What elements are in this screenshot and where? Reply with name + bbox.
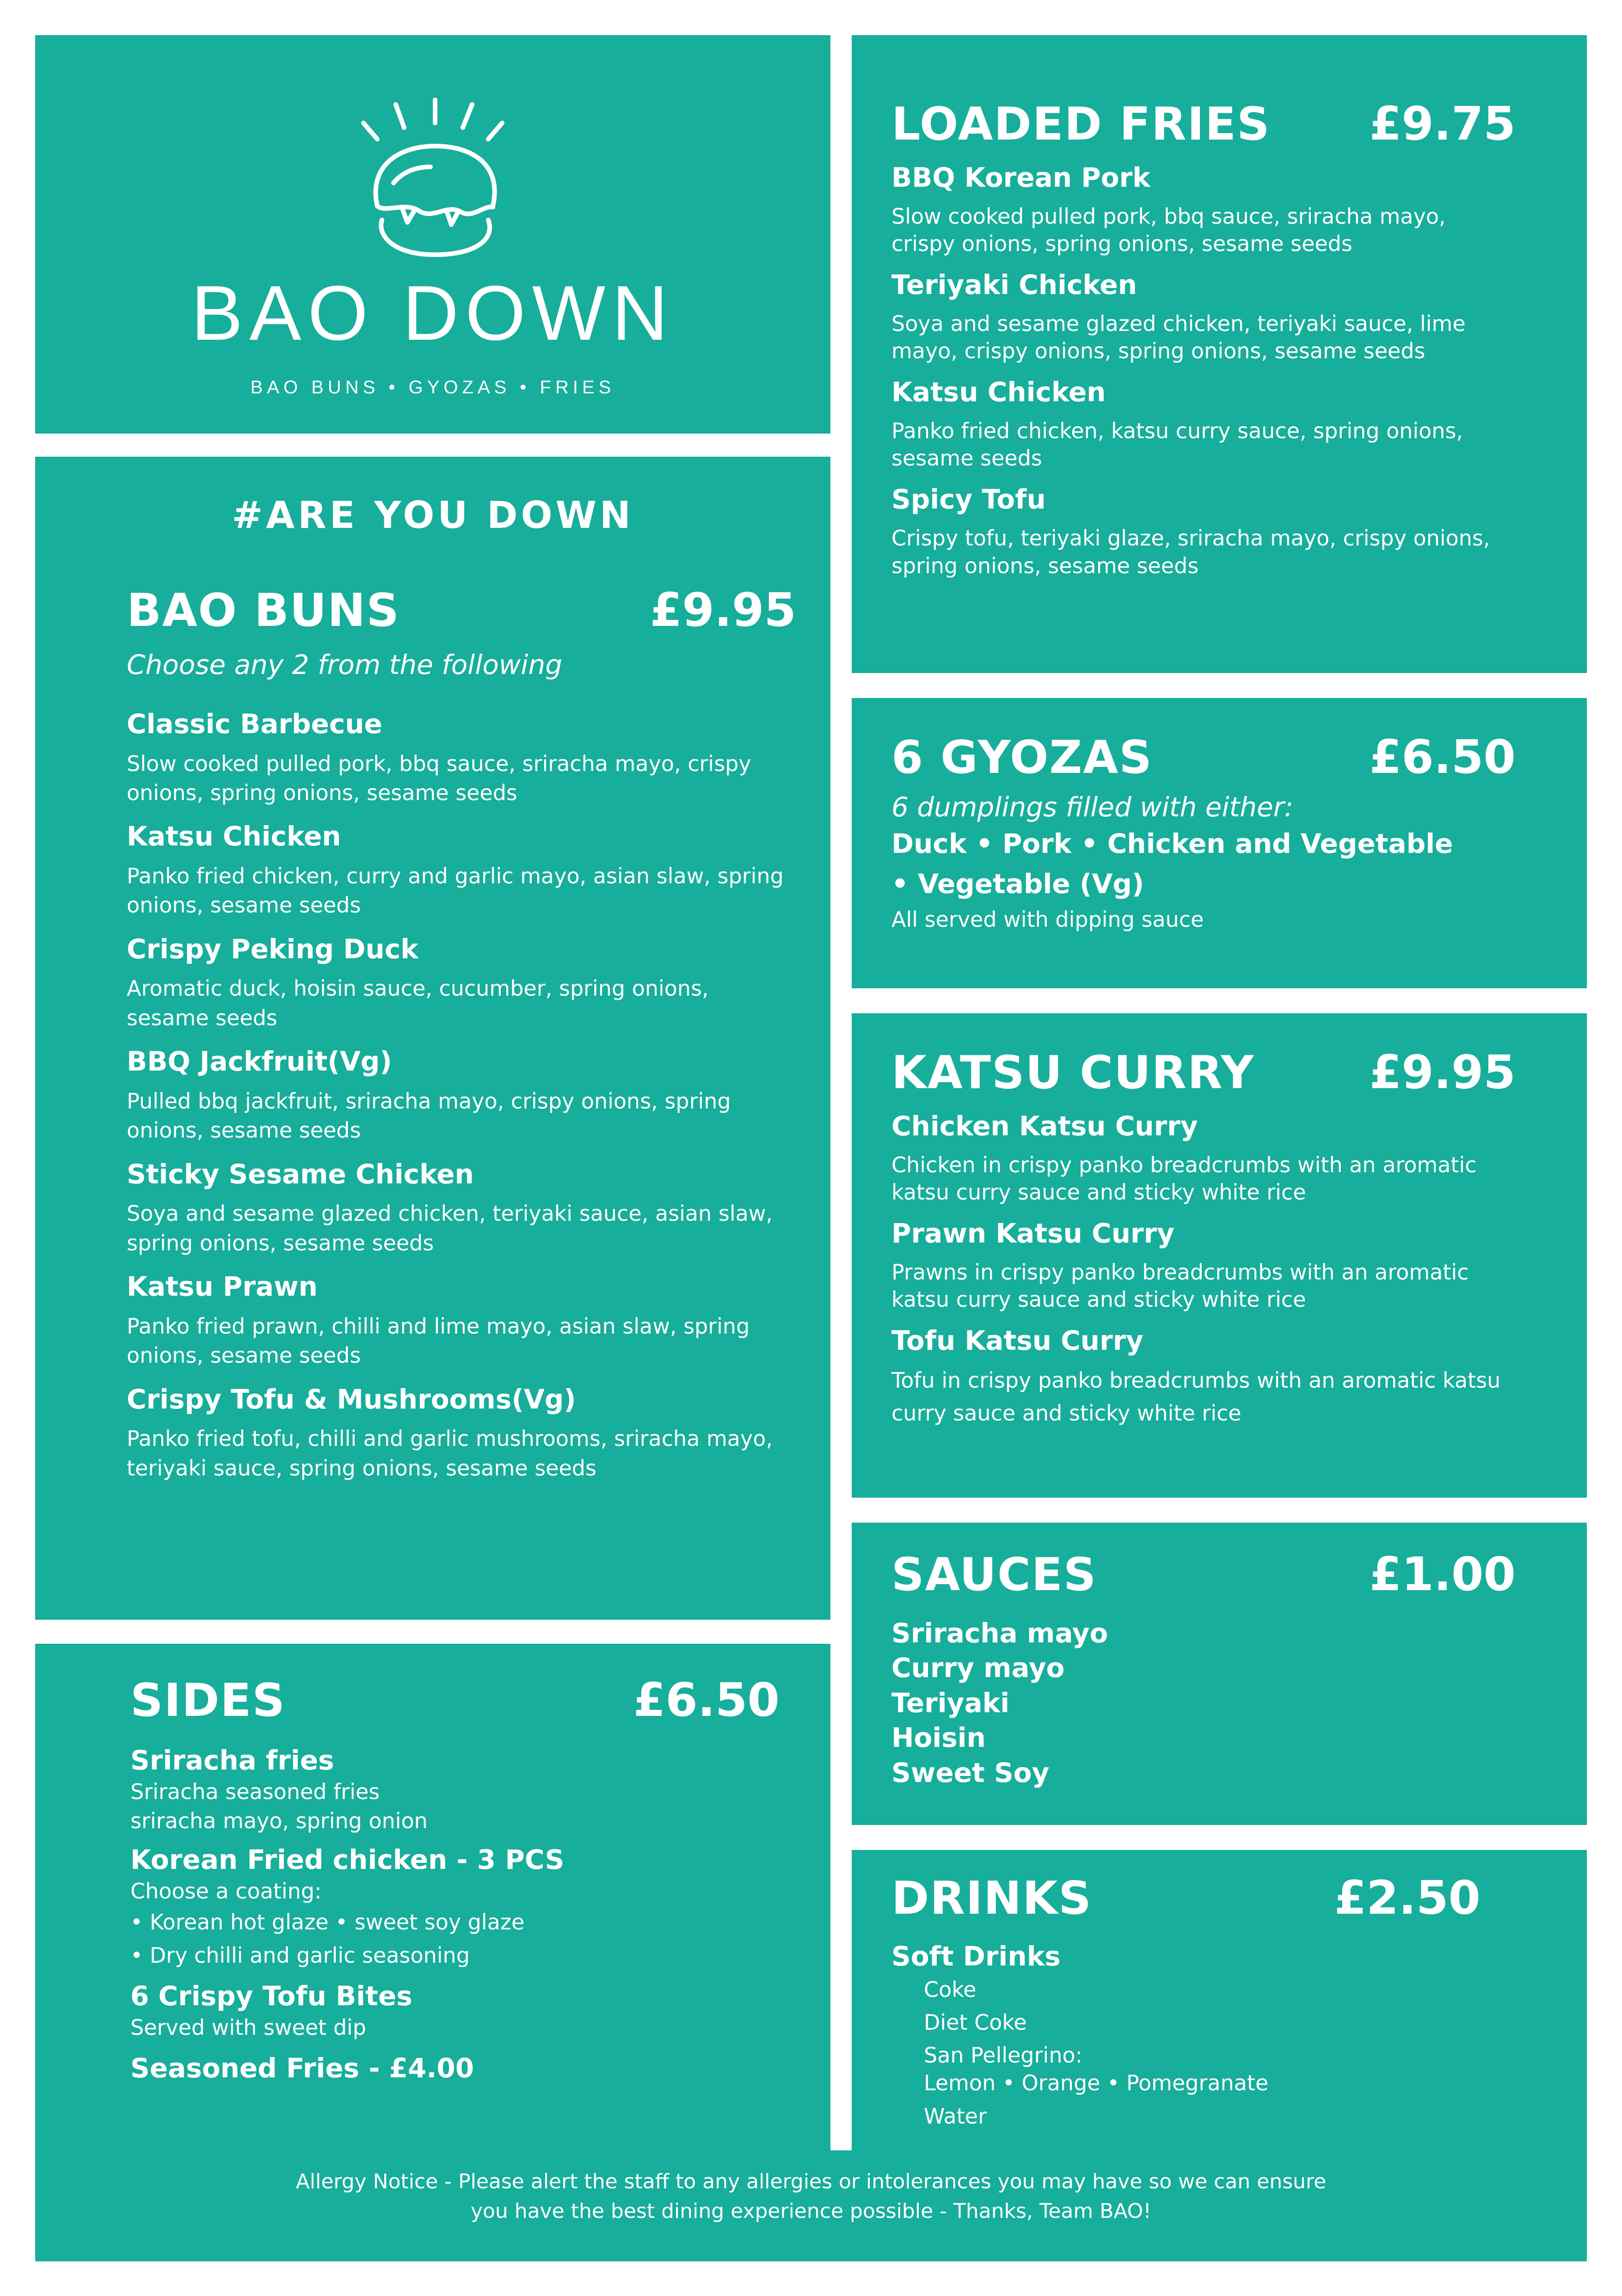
menu-item-desc: Panko fried tofu, chilli and garlic mushrooms, sriracha mayo, teriyaki sauce, spring onions, sesame seeds bbox=[127, 1426, 773, 1481]
section-price: £1.00 bbox=[1369, 1547, 1516, 1601]
menu-item-name: Sticky Sesame Chicken bbox=[127, 1158, 474, 1190]
list-item: Diet Coke bbox=[924, 2009, 1027, 2035]
menu-item bbox=[891, 1109, 1516, 1206]
allergy-notice bbox=[35, 2150, 1587, 2261]
menu-item bbox=[127, 707, 796, 808]
section-price: £6.50 bbox=[1369, 730, 1516, 784]
menu-item-desc: • Korean hot glaze • sweet soy glaze bbox=[130, 1910, 525, 1935]
list-item: Coke bbox=[924, 1977, 977, 2002]
menu-item-name: BBQ Jackfruit(Vg) bbox=[127, 1046, 392, 1078]
sauce-list bbox=[891, 1616, 1516, 1790]
menu-item bbox=[127, 1383, 796, 1483]
list-item: Hoisin bbox=[891, 1722, 986, 1754]
section-price: £6.50 bbox=[633, 1673, 780, 1727]
menu-item-name: Crispy Peking Duck bbox=[127, 933, 418, 965]
bao-buns-panel bbox=[35, 457, 830, 1620]
hashtag: #ARE YOU DOWN bbox=[232, 494, 634, 537]
section-price: £9.75 bbox=[1369, 97, 1516, 151]
menu-item bbox=[127, 932, 796, 1033]
menu-item-desc: Crispy tofu, teriyaki glaze, sriracha mayo, crispy onions, spring onions, sesame seeds bbox=[891, 525, 1490, 578]
gyozas-header bbox=[891, 730, 1516, 784]
drinks-panel bbox=[852, 1850, 1587, 2150]
list-item: Sriracha mayo bbox=[891, 1617, 1108, 1649]
menu-item bbox=[127, 1270, 796, 1370]
brand-panel bbox=[35, 35, 830, 434]
menu-item-name: Crispy Tofu & Mushrooms(Vg) bbox=[127, 1383, 576, 1415]
menu-item-name: 6 Crispy Tofu Bites bbox=[130, 1980, 412, 2012]
menu-item-name: Sriracha fries bbox=[130, 1745, 334, 1776]
menu-item-desc: sriracha mayo, spring onion bbox=[130, 1808, 428, 1833]
katsu-curry-panel bbox=[852, 1013, 1587, 1498]
list-item: Sweet Soy bbox=[891, 1757, 1050, 1788]
menu-item-name: Katsu Chicken bbox=[127, 820, 341, 852]
section-title: BAO BUNS bbox=[127, 584, 400, 637]
sides-header bbox=[130, 1673, 780, 1727]
section-title: SAUCES bbox=[891, 1549, 1097, 1601]
menu-item-name: Chicken Katsu Curry bbox=[891, 1110, 1198, 1142]
drinks-category: Soft Drinks bbox=[891, 1941, 1061, 1972]
allergy-notice-text bbox=[35, 2150, 1587, 2226]
menu-item-name: Spicy Tofu bbox=[891, 484, 1046, 515]
list-item: San Pellegrino: bbox=[924, 2043, 1083, 2068]
menu-item bbox=[127, 1157, 796, 1258]
section-subtitle: Choose any 2 from the following bbox=[127, 649, 563, 680]
menu-item bbox=[130, 1744, 780, 1836]
menu-item-desc: Served with sweet dip bbox=[130, 2014, 366, 2040]
sauces-panel bbox=[852, 1523, 1587, 1825]
menu-item-name: Classic Barbecue bbox=[127, 708, 382, 740]
section-title: SIDES bbox=[130, 1674, 286, 1727]
allergy-line: you have the best dining experience possible - Thanks, Team BAO! bbox=[470, 2199, 1152, 2223]
menu-item-desc: Choose a coating: bbox=[130, 1878, 322, 1904]
menu-item-desc: Slow cooked pulled pork, bbq sauce, sriracha mayo, crispy onions, spring onions, sesame seeds bbox=[127, 751, 751, 805]
bao-bun-icon bbox=[313, 86, 553, 280]
menu-item bbox=[891, 1217, 1516, 1314]
gyoza-fillings: • Vegetable (Vg) bbox=[891, 868, 1144, 900]
menu-item bbox=[130, 1843, 780, 1972]
menu-item bbox=[127, 820, 796, 920]
list-item: Lemon • Orange • Pomegranate bbox=[924, 2070, 1269, 2095]
section-price: £9.95 bbox=[1369, 1045, 1516, 1099]
menu-item-desc: Soya and sesame glazed chicken, teriyaki sauce, asian slaw, spring onions, sesame seeds bbox=[127, 1201, 773, 1255]
section-price: £2.50 bbox=[1334, 1871, 1481, 1925]
section-subtitle: 6 dumplings filled with either: bbox=[891, 791, 1294, 823]
menu-item-name: Korean Fried chicken - 3 PCS bbox=[130, 1844, 565, 1876]
allergy-line: Allergy Notice - Please alert the staff to any allergies or intolerances you may have so we can ensure bbox=[295, 2170, 1327, 2193]
menu-item-desc: Sriracha seasoned fries bbox=[130, 1779, 380, 1804]
list-item: Curry mayo bbox=[891, 1652, 1065, 1684]
loaded-fries-header bbox=[891, 97, 1516, 151]
menu-item-desc: Chicken in crispy panko breadcrumbs with an aromatic katsu curry sauce and sticky white rice bbox=[891, 1152, 1477, 1205]
menu-item-desc: Soya and sesame glazed chicken, teriyaki sauce, lime mayo, crispy onions, spring onions, sesame seeds bbox=[891, 311, 1466, 364]
menu-item bbox=[891, 1324, 1516, 1430]
sides-panel bbox=[35, 1644, 830, 2151]
section-title: DRINKS bbox=[891, 1872, 1092, 1925]
katsu-curry-header bbox=[891, 1045, 1516, 1099]
section-title: LOADED FRIES bbox=[891, 98, 1271, 151]
menu-item-name: Prawn Katsu Curry bbox=[891, 1218, 1175, 1249]
menu-item-name: Katsu Prawn bbox=[127, 1271, 318, 1303]
menu-item-desc: Panko fried chicken, curry and garlic mayo, asian slaw, spring onions, sesame seeds bbox=[127, 863, 784, 918]
gyoza-note: All served with dipping sauce bbox=[891, 906, 1204, 932]
loaded-fries-panel bbox=[852, 35, 1587, 673]
menu-item bbox=[127, 1045, 796, 1145]
section-title: KATSU CURRY bbox=[891, 1047, 1255, 1099]
menu-item bbox=[891, 161, 1516, 258]
menu-item bbox=[891, 483, 1516, 580]
bao-buns-header bbox=[127, 583, 796, 637]
list-item: Teriyaki bbox=[891, 1687, 1010, 1719]
drinks-list bbox=[891, 1973, 1481, 2133]
menu-item-desc: Tofu in crispy panko breadcrumbs with an aromatic katsu curry sauce and sticky white rice bbox=[891, 1367, 1501, 1426]
list-item: Water bbox=[924, 2103, 987, 2129]
menu-item-desc: Aromatic duck, hoisin sauce, cucumber, spring onions, sesame seeds bbox=[127, 976, 709, 1030]
menu-item-name: Seasoned Fries - £4.00 bbox=[130, 2052, 474, 2084]
gyoza-fillings: Duck • Pork • Chicken and Vegetable bbox=[891, 827, 1453, 859]
menu-item-name: Katsu Chicken bbox=[891, 376, 1106, 408]
menu-item-desc: Slow cooked pulled pork, bbq sauce, sriracha mayo, crispy onions, spring onions, sesame seeds bbox=[891, 203, 1446, 257]
menu-item-name: Teriyaki Chicken bbox=[891, 269, 1137, 301]
menu-item-desc: • Dry chilli and garlic seasoning bbox=[130, 1942, 470, 1968]
menu-item-desc: Pulled bbq jackfruit, sriracha mayo, crispy onions, spring onions, sesame seeds bbox=[127, 1088, 731, 1143]
menu-item-name: BBQ Korean Pork bbox=[891, 162, 1150, 193]
drinks-header bbox=[891, 1871, 1481, 1925]
menu-item-desc: Panko fried prawn, chilli and lime mayo, asian slaw, spring onions, sesame seeds bbox=[127, 1313, 750, 1368]
menu-item-name: Tofu Katsu Curry bbox=[891, 1325, 1144, 1357]
menu-item bbox=[130, 1979, 780, 2042]
gyozas-panel bbox=[852, 698, 1587, 988]
menu-item bbox=[891, 268, 1516, 365]
brand-name: BAO DOWN bbox=[191, 269, 675, 356]
menu-item-desc: Panko fried chicken, katsu curry sauce, spring onions, sesame seeds bbox=[891, 418, 1463, 471]
section-title: 6 GYOZAS bbox=[891, 731, 1153, 784]
menu-item-desc: Prawns in crispy panko breadcrumbs with an aromatic katsu curry sauce and sticky white rice bbox=[891, 1259, 1469, 1312]
sauces-header bbox=[891, 1547, 1516, 1601]
brand-tagline: BAO BUNS • GYOZAS • FRIES bbox=[250, 377, 615, 398]
section-price: £9.95 bbox=[650, 583, 796, 637]
menu-item bbox=[891, 375, 1516, 472]
